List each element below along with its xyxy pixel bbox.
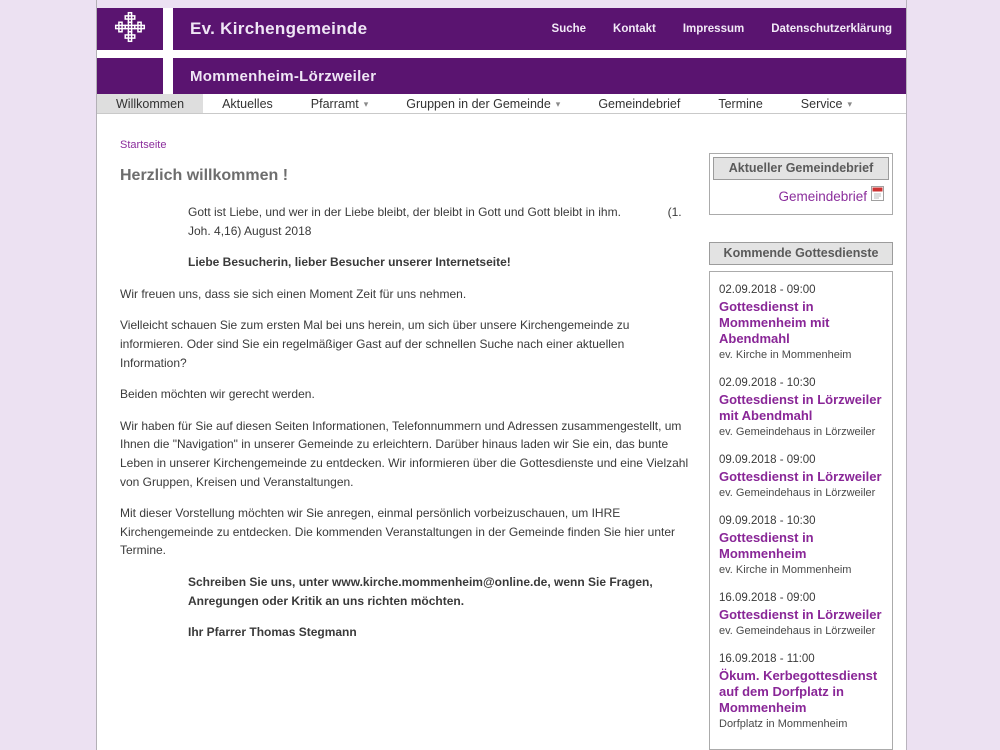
paragraph: Wir haben für Sie auf diesen Seiten Informationen, Telefonnummern und Adressen zusammengestellt, um Ihnen die "Navigation" in unserer Gemeinde zu erleichtern. Darüber hinaus laden wir Sie ein, das bunte Leben in unserer Kirchengemeinde zu entdecken. Wir informieren über die Gottesdienste und eine Vielzahl von Gruppen, Kreisen und Veranstaltungen. — [120, 418, 689, 489]
breadcrumb — [120, 135, 689, 153]
top-link-impressum[interactable]: Impressum — [682, 23, 745, 35]
header-band-top — [173, 8, 906, 50]
header-band-bottom — [173, 58, 906, 94]
top-link-datenschutz[interactable]: Datenschutzerklärung — [771, 23, 892, 35]
header-vertical-stripe — [163, 58, 173, 94]
services-box-header: Kommende Gottesdienste — [709, 242, 893, 265]
nav-item-label: Aktuelles — [222, 96, 273, 111]
service-title-link[interactable]: Gottesdienst in Mommenheim — [719, 530, 814, 561]
main-column — [97, 114, 709, 642]
ekhn-cross-logo-icon — [112, 9, 148, 50]
chevron-down-icon: ▾ — [847, 99, 853, 109]
service-item — [719, 652, 883, 731]
site-subtitle: Mommenheim-Lörzweiler — [190, 67, 377, 85]
paragraph: Wir freuen uns, dass sie sich einen Moment Zeit für uns nehmen. — [120, 286, 467, 301]
service-location: Dorfplatz in Mommenheim — [719, 718, 848, 730]
nav-item-aktuelles[interactable] — [203, 94, 292, 113]
newsletter-box — [709, 153, 893, 215]
service-datetime: 02.09.2018 - 10:30 — [719, 377, 816, 389]
service-datetime: 02.09.2018 - 09:00 — [719, 284, 816, 296]
service-item — [719, 283, 883, 362]
page-title: Herzlich willkommen ! — [120, 167, 289, 184]
nav-item-label: Gemeindebrief — [598, 96, 681, 111]
service-location: ev. Gemeindehaus in Lörzweiler — [719, 426, 876, 438]
header-horizontal-stripe — [173, 50, 906, 58]
newsletter-link-row — [713, 180, 889, 211]
site-title: Ev. Kirchengemeinde — [190, 19, 368, 38]
paragraph: Beiden möchten wir gerecht werden. — [120, 387, 315, 402]
service-title-link[interactable]: Gottesdienst in Mommenheim mit Abendmahl — [719, 299, 830, 346]
header-vertical-stripe — [163, 8, 173, 50]
sidebar — [709, 153, 893, 750]
nav-item-label: Pfarramt — [310, 96, 359, 111]
services-box — [709, 271, 893, 750]
paragraph-greeting: Liebe Besucherin, lieber Besucher unserer Internetseite! — [188, 255, 511, 270]
main-nav — [97, 94, 906, 114]
service-item — [719, 514, 883, 577]
nav-item-label: Willkommen — [116, 96, 185, 111]
service-title-link[interactable]: Gottesdienst in Lörzweiler — [719, 469, 882, 484]
newsletter-box-header: Aktueller Gemeindebrief — [713, 157, 889, 180]
nav-item-willkommen[interactable] — [97, 94, 203, 113]
content-area — [97, 114, 906, 750]
service-title-link[interactable]: Gottesdienst in Lörzweiler mit Abendmahl — [719, 392, 882, 423]
service-location: ev. Gemeindehaus in Lörzweiler — [719, 487, 876, 499]
service-location: ev. Kirche in Mommenheim — [719, 564, 852, 576]
service-location: ev. Gemeindehaus in Lörzweiler — [719, 625, 876, 637]
service-datetime: 16.09.2018 - 09:00 — [719, 592, 816, 604]
gemeindebrief-pdf-link[interactable]: Gemeindebrief — [778, 188, 867, 204]
service-item — [719, 453, 883, 500]
nav-item-gemeindebrief[interactable] — [579, 94, 699, 113]
pdf-icon[interactable] — [871, 186, 884, 206]
service-datetime: 09.09.2018 - 10:30 — [719, 515, 816, 527]
chevron-down-icon: ▾ — [555, 99, 561, 109]
header-horizontal-stripe — [97, 50, 163, 58]
site-container — [96, 0, 907, 750]
service-item — [719, 591, 883, 638]
paragraph: Vielleicht schauen Sie zum ersten Mal bei uns herein, um sich über unsere Kirchengemeinde zu informieren. Oder sind Sie ein regelmäßiger Gast auf der schnellen Suche nach einer aktuellen Information? — [120, 318, 630, 370]
nav-item-label: Gruppen in der Gemeinde — [406, 96, 551, 111]
top-link-suche[interactable]: Suche — [551, 23, 587, 35]
paragraph-quote: Gott ist Liebe, und wer in der Liebe bleibt, der bleibt in Gott und Gott bleibt in ihm. (1. Joh. 4,16) August 2018 — [188, 205, 682, 238]
site-header — [97, 8, 906, 94]
service-title-link[interactable]: Ökum. Kerbegottesdienst auf dem Dorfplatz in Mommenheim — [719, 668, 878, 715]
top-links — [552, 23, 892, 35]
nav-item-label: Termine — [718, 96, 763, 111]
paragraph-signature: Ihr Pfarrer Thomas Stegmann — [188, 625, 357, 640]
service-item — [719, 376, 883, 439]
service-datetime: 16.09.2018 - 11:00 — [719, 653, 815, 665]
header-horizontal-stripe — [163, 50, 173, 58]
nav-item-pfarramt[interactable] — [292, 94, 387, 113]
paragraph-contact: Schreiben Sie uns, unter www.kirche.mommenheim@online.de, wenn Sie Fragen, Anregungen oder Kritik an uns richten möchten. — [188, 574, 653, 608]
top-link-kontakt[interactable]: Kontakt — [613, 23, 656, 35]
service-location: ev. Kirche in Mommenheim — [719, 349, 852, 361]
paragraph: Mit dieser Vorstellung möchten wir Sie anregen, einmal persönlich vorbeizuschauen, um IHRE Kirchengemeinde zu entdecken. Die kommenden Veranstaltungen in der Gemeinde finden Sie hier unter Termine. — [120, 506, 676, 558]
chevron-down-icon: ▾ — [363, 99, 369, 109]
nav-item-gruppen[interactable] — [387, 94, 579, 113]
nav-item-service[interactable] — [782, 94, 871, 113]
service-datetime: 09.09.2018 - 09:00 — [719, 454, 816, 466]
breadcrumb-startseite-link[interactable]: Startseite — [120, 139, 167, 151]
header-left-block — [97, 58, 163, 94]
nav-item-termine[interactable] — [699, 94, 781, 113]
service-title-link[interactable]: Gottesdienst in Lörzweiler — [719, 607, 882, 622]
nav-item-label: Service — [800, 96, 843, 111]
logo-cell[interactable] — [97, 8, 163, 50]
